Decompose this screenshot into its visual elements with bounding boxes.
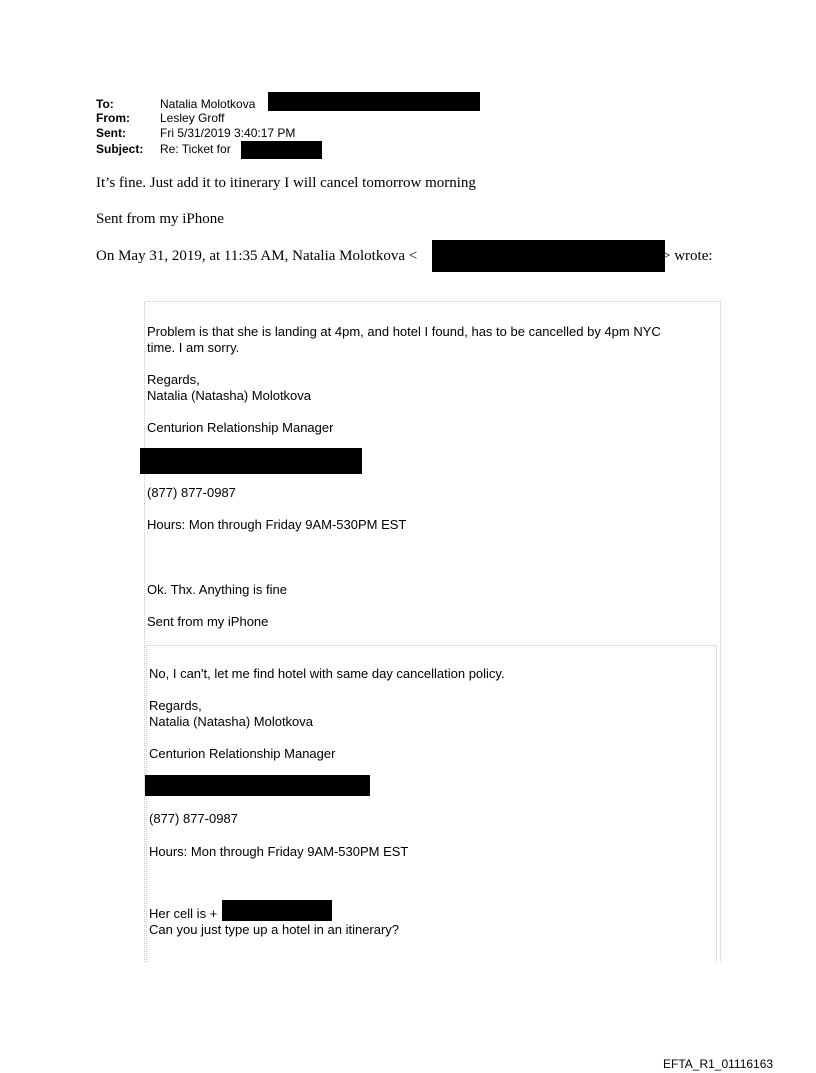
redaction-bar xyxy=(140,448,362,474)
reply-line-1: It’s fine. Just add it to itinerary I will cancel tomorrow morning xyxy=(96,175,476,191)
redaction-bar xyxy=(268,92,480,111)
reply-attribution-suffix: > wrote: xyxy=(662,248,713,264)
quote1-signature-title: Centurion Relationship Manager xyxy=(147,420,334,435)
reply-sent-from: Sent from my iPhone xyxy=(96,211,224,227)
from-value: Lesley Groff xyxy=(160,111,225,125)
quote1-signature-name: Natalia (Natasha) Molotkova xyxy=(147,388,312,403)
redaction-bar xyxy=(145,775,370,796)
subject-label: Subject: xyxy=(96,142,144,156)
to-value: Natalia Molotkova xyxy=(160,97,256,111)
quote2-regards: Regards, xyxy=(149,698,202,713)
quote2-phone: (877) 877-0987 xyxy=(149,811,238,826)
quote1-phone: (877) 877-0987 xyxy=(147,485,236,500)
quote1-hours: Hours: Mon through Friday 9AM-530PM EST xyxy=(147,517,407,532)
subject-value: Re: Ticket for xyxy=(160,142,231,156)
to-label: To: xyxy=(96,97,114,111)
quote1-sent-from: Sent from my iPhone xyxy=(147,614,269,629)
from-label: From: xyxy=(96,111,130,125)
quote2-cell-prefix: Her cell is + xyxy=(149,906,218,921)
quote2-signature-name: Natalia (Natasha) Molotkova xyxy=(149,714,314,729)
quote1-body-line-1: Problem is that she is landing at 4pm, and hotel I found, has to be cancelled by 4pm NYC xyxy=(147,324,661,339)
sent-value: Fri 5/31/2019 3:40:17 PM xyxy=(160,126,296,140)
redaction-bar xyxy=(432,240,665,272)
bates-number: EFTA_R1_01116163 xyxy=(663,1057,774,1071)
quote2-signature-title: Centurion Relationship Manager xyxy=(149,746,336,761)
reply-attribution-prefix: On May 31, 2019, at 11:35 AM, Natalia Molotkova < xyxy=(96,248,418,264)
quote2-question: Can you just type up a hotel in an itinerary? xyxy=(149,922,400,937)
quote1-reply-text: Ok. Thx. Anything is fine xyxy=(147,582,287,597)
quote2-body: No, I can't, let me find hotel with same day cancellation policy. xyxy=(149,666,505,681)
quote1-regards: Regards, xyxy=(147,372,200,387)
quote1-body-line-2: time. I am sorry. xyxy=(147,340,240,355)
sent-label: Sent: xyxy=(96,126,126,140)
quote2-hours: Hours: Mon through Friday 9AM-530PM EST xyxy=(149,844,409,859)
redaction-bar xyxy=(241,141,322,159)
redaction-bar xyxy=(222,900,332,921)
